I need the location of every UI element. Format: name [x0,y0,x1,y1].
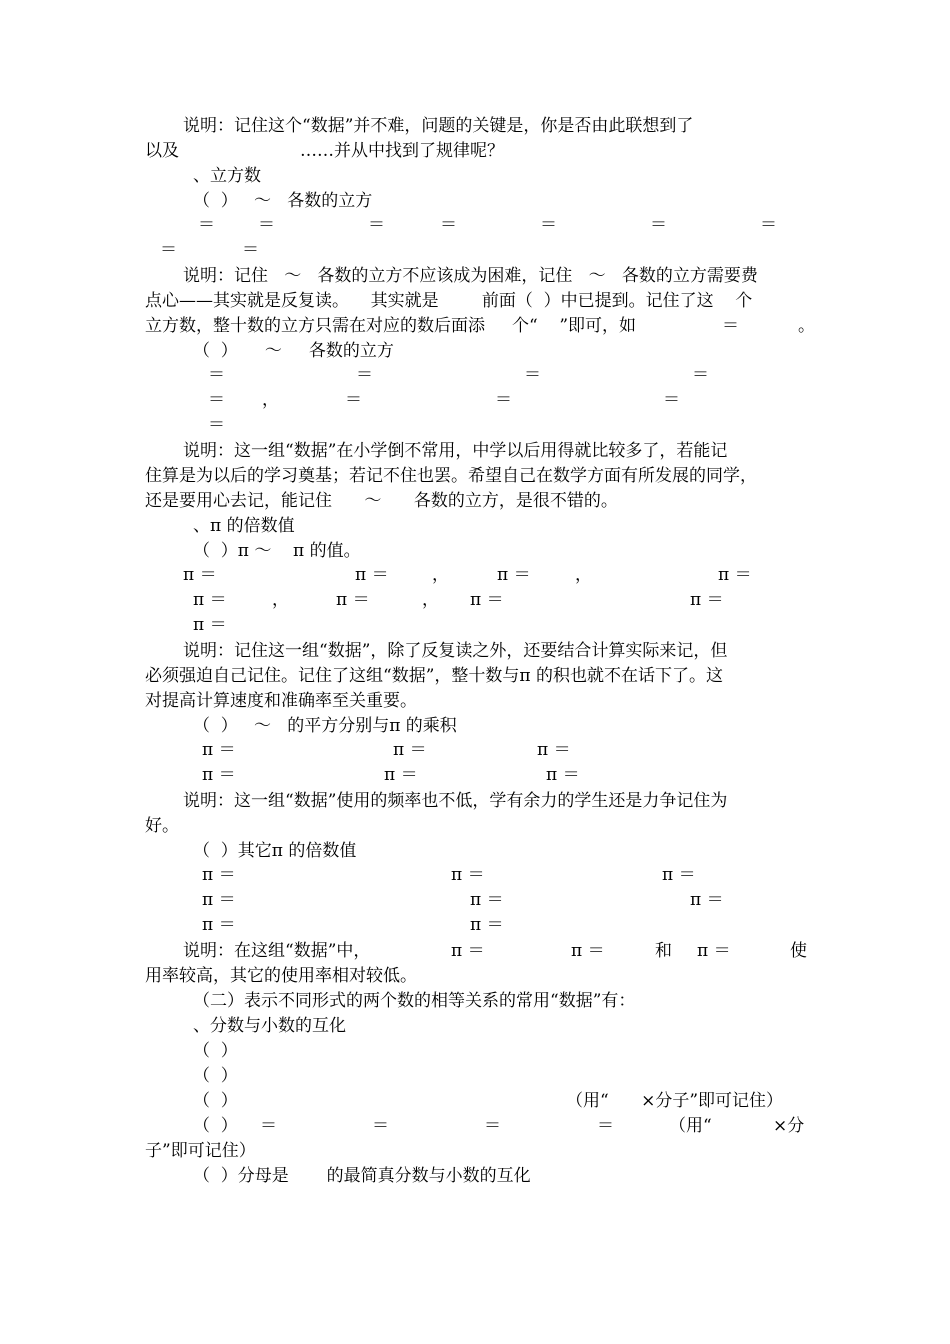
paragraph-6-line-2: 用率较高，其它的使用率相对较低。 [145,966,417,986]
note-multiply-numerator: （用“ ×分子”即可记住） [566,1091,784,1111]
equals-sign: ＝ [722,316,739,336]
equals-sign: ＝ [368,215,385,235]
equals-sign: ＝ [524,365,541,385]
paragraph-3-line-2: 住算是为以后的学习奠基；若记不住也罢。希望自己在数学方面有所发展的同学， [145,466,757,486]
pi-equals: π ＝ [662,865,696,885]
pi-equals: π ＝ [690,590,724,610]
pi-equals: π ＝ [697,941,731,961]
paragraph-1-line-1: 说明：记住这个“数据”并不难，问题的关键是，你是否由此联想到了 [183,116,694,136]
equals-sign: ＝ [597,1116,614,1136]
subsection-pi-3-title: （ ）其它π 的倍数值 [193,841,357,861]
equals-sign: ＝ [356,365,373,385]
paragraph-3-line-3: 还是要用心去记，能记住 ～ 各数的立方，是很不错的。 [145,491,618,511]
pi-equals: π ＝ [202,890,236,910]
section-cubes-title: 、立方数 [193,166,261,186]
equals-sign: ＝ [663,390,680,410]
equals-sign: ＝ [208,390,225,410]
pi-equals: π ＝ [470,890,504,910]
paragraph-2-line-3b: 。 [798,316,815,336]
pi-equals: π ＝ [690,890,724,910]
equals-sign: ＝ [495,390,512,410]
equals-sign: ＝ [208,365,225,385]
pi-equals: π ＝ [384,765,418,785]
equals-sign: ＝ [484,1116,501,1136]
equals-sign: ＝ [650,215,667,235]
pi-equals: π ＝ [183,565,217,585]
paragraph-2-line-2: 点心——其实就是反复读。 其实就是 前面（ ）中已提到。记住了这 个 [145,291,753,311]
paragraph-1-line-2a: 以及 [145,141,179,161]
paragraph-2-line-1: 说明：记住 ～ 各数的立方不应该成为困难，记住 ～ 各数的立方需要费 [183,266,758,286]
pi-equals: π ＝ [336,590,370,610]
pi-equals: π ＝ [193,615,227,635]
pi-equals: π ＝ [202,740,236,760]
pi-equals: π ＝ [470,590,504,610]
subsection-pi-1-title: （ ）π ～ π 的值。 [193,541,361,561]
item-paren: （ ） [193,1041,238,1061]
equals-sign: ＝ [372,1116,389,1136]
pi-equals: π ＝ [202,765,236,785]
comma: ， [262,390,279,410]
pi-equals: π ＝ [537,740,571,760]
equals-sign: ＝ [160,240,177,260]
pi-equals: π ＝ [497,565,531,585]
equals-sign: ＝ [242,240,259,260]
paragraph-6-line-1b: 和 [655,941,672,961]
section-fraction-decimal-title: 、分数与小数的互化 [193,1016,346,1036]
part-two-title: （二）表示不同形式的两个数的相等关系的常用“数据”有： [193,991,636,1011]
pi-equals: π ＝ [571,941,605,961]
subsection-cubes-1-title: （ ） ～ 各数的立方 [193,191,373,211]
section-pi-title: 、π 的倍数值 [193,516,295,536]
equals-sign: ＝ [692,365,709,385]
comma: ， [272,590,289,610]
pi-equals: π ＝ [193,590,227,610]
pi-equals: π ＝ [355,565,389,585]
pi-equals: π ＝ [451,865,485,885]
paragraph-5-line-1: 说明：这一组“数据”使用的频率也不低，学有余力的学生还是力争记住为 [183,791,728,811]
pi-equals: π ＝ [202,915,236,935]
pi-equals: π ＝ [202,865,236,885]
paragraph-1-line-2b: ……并从中找到了规律呢？ [300,141,504,161]
equals-sign: ＝ [260,1116,277,1136]
comma: ， [575,565,592,585]
paragraph-4-line-1: 说明：记住这一组“数据”，除了反复读之外，还要结合计算实际来记，但 [183,641,728,661]
pi-equals: π ＝ [393,740,427,760]
item-paren: （ ） [193,1091,238,1111]
note-multiply-numerator-part-3: 子”即可记住） [145,1141,256,1161]
item-paren: （ ） [193,1066,238,1086]
pi-equals: π ＝ [546,765,580,785]
paragraph-6-line-1c: 使 [790,941,807,961]
equals-sign: ＝ [198,215,215,235]
paragraph-4-line-2: 必须强迫自己记住。记住了这组“数据”，整十数与π 的积也就不在话下了。这 [145,666,723,686]
paragraph-4-line-3: 对提高计算速度和准确率至关重要。 [145,691,417,711]
equals-sign: ＝ [258,215,275,235]
paragraph-5-line-2: 好。 [145,816,179,836]
note-multiply-numerator-part-1: （用“ [669,1116,712,1136]
pi-equals: π ＝ [470,915,504,935]
equals-sign: ＝ [760,215,777,235]
equals-sign: ＝ [345,390,362,410]
paragraph-6-line-1a: 说明：在这组“数据”中， [183,941,371,961]
note-multiply-numerator-part-2: ×分 [773,1116,805,1136]
comma: ， [422,590,439,610]
comma: ， [432,565,449,585]
subsection-simplest-fraction-title: （ ）分母是 的最简真分数与小数的互化 [193,1166,531,1186]
equals-sign: ＝ [540,215,557,235]
pi-equals: π ＝ [718,565,752,585]
paragraph-2-line-3a: 立方数，整十数的立方只需在对应的数后面添 个“ ”即可，如 [145,316,637,336]
item-paren: （ ） [193,1116,238,1136]
equals-sign: ＝ [440,215,457,235]
subsection-pi-2-title: （ ） ～ 的平方分别与π 的乘积 [193,716,457,736]
subsection-cubes-2-title: （ ） ～ 各数的立方 [193,341,394,361]
pi-equals: π ＝ [451,941,485,961]
paragraph-3-line-1: 说明：这一组“数据”在小学倒不常用，中学以后用得就比较多了，若能记 [183,441,728,461]
equals-sign: ＝ [208,415,225,435]
